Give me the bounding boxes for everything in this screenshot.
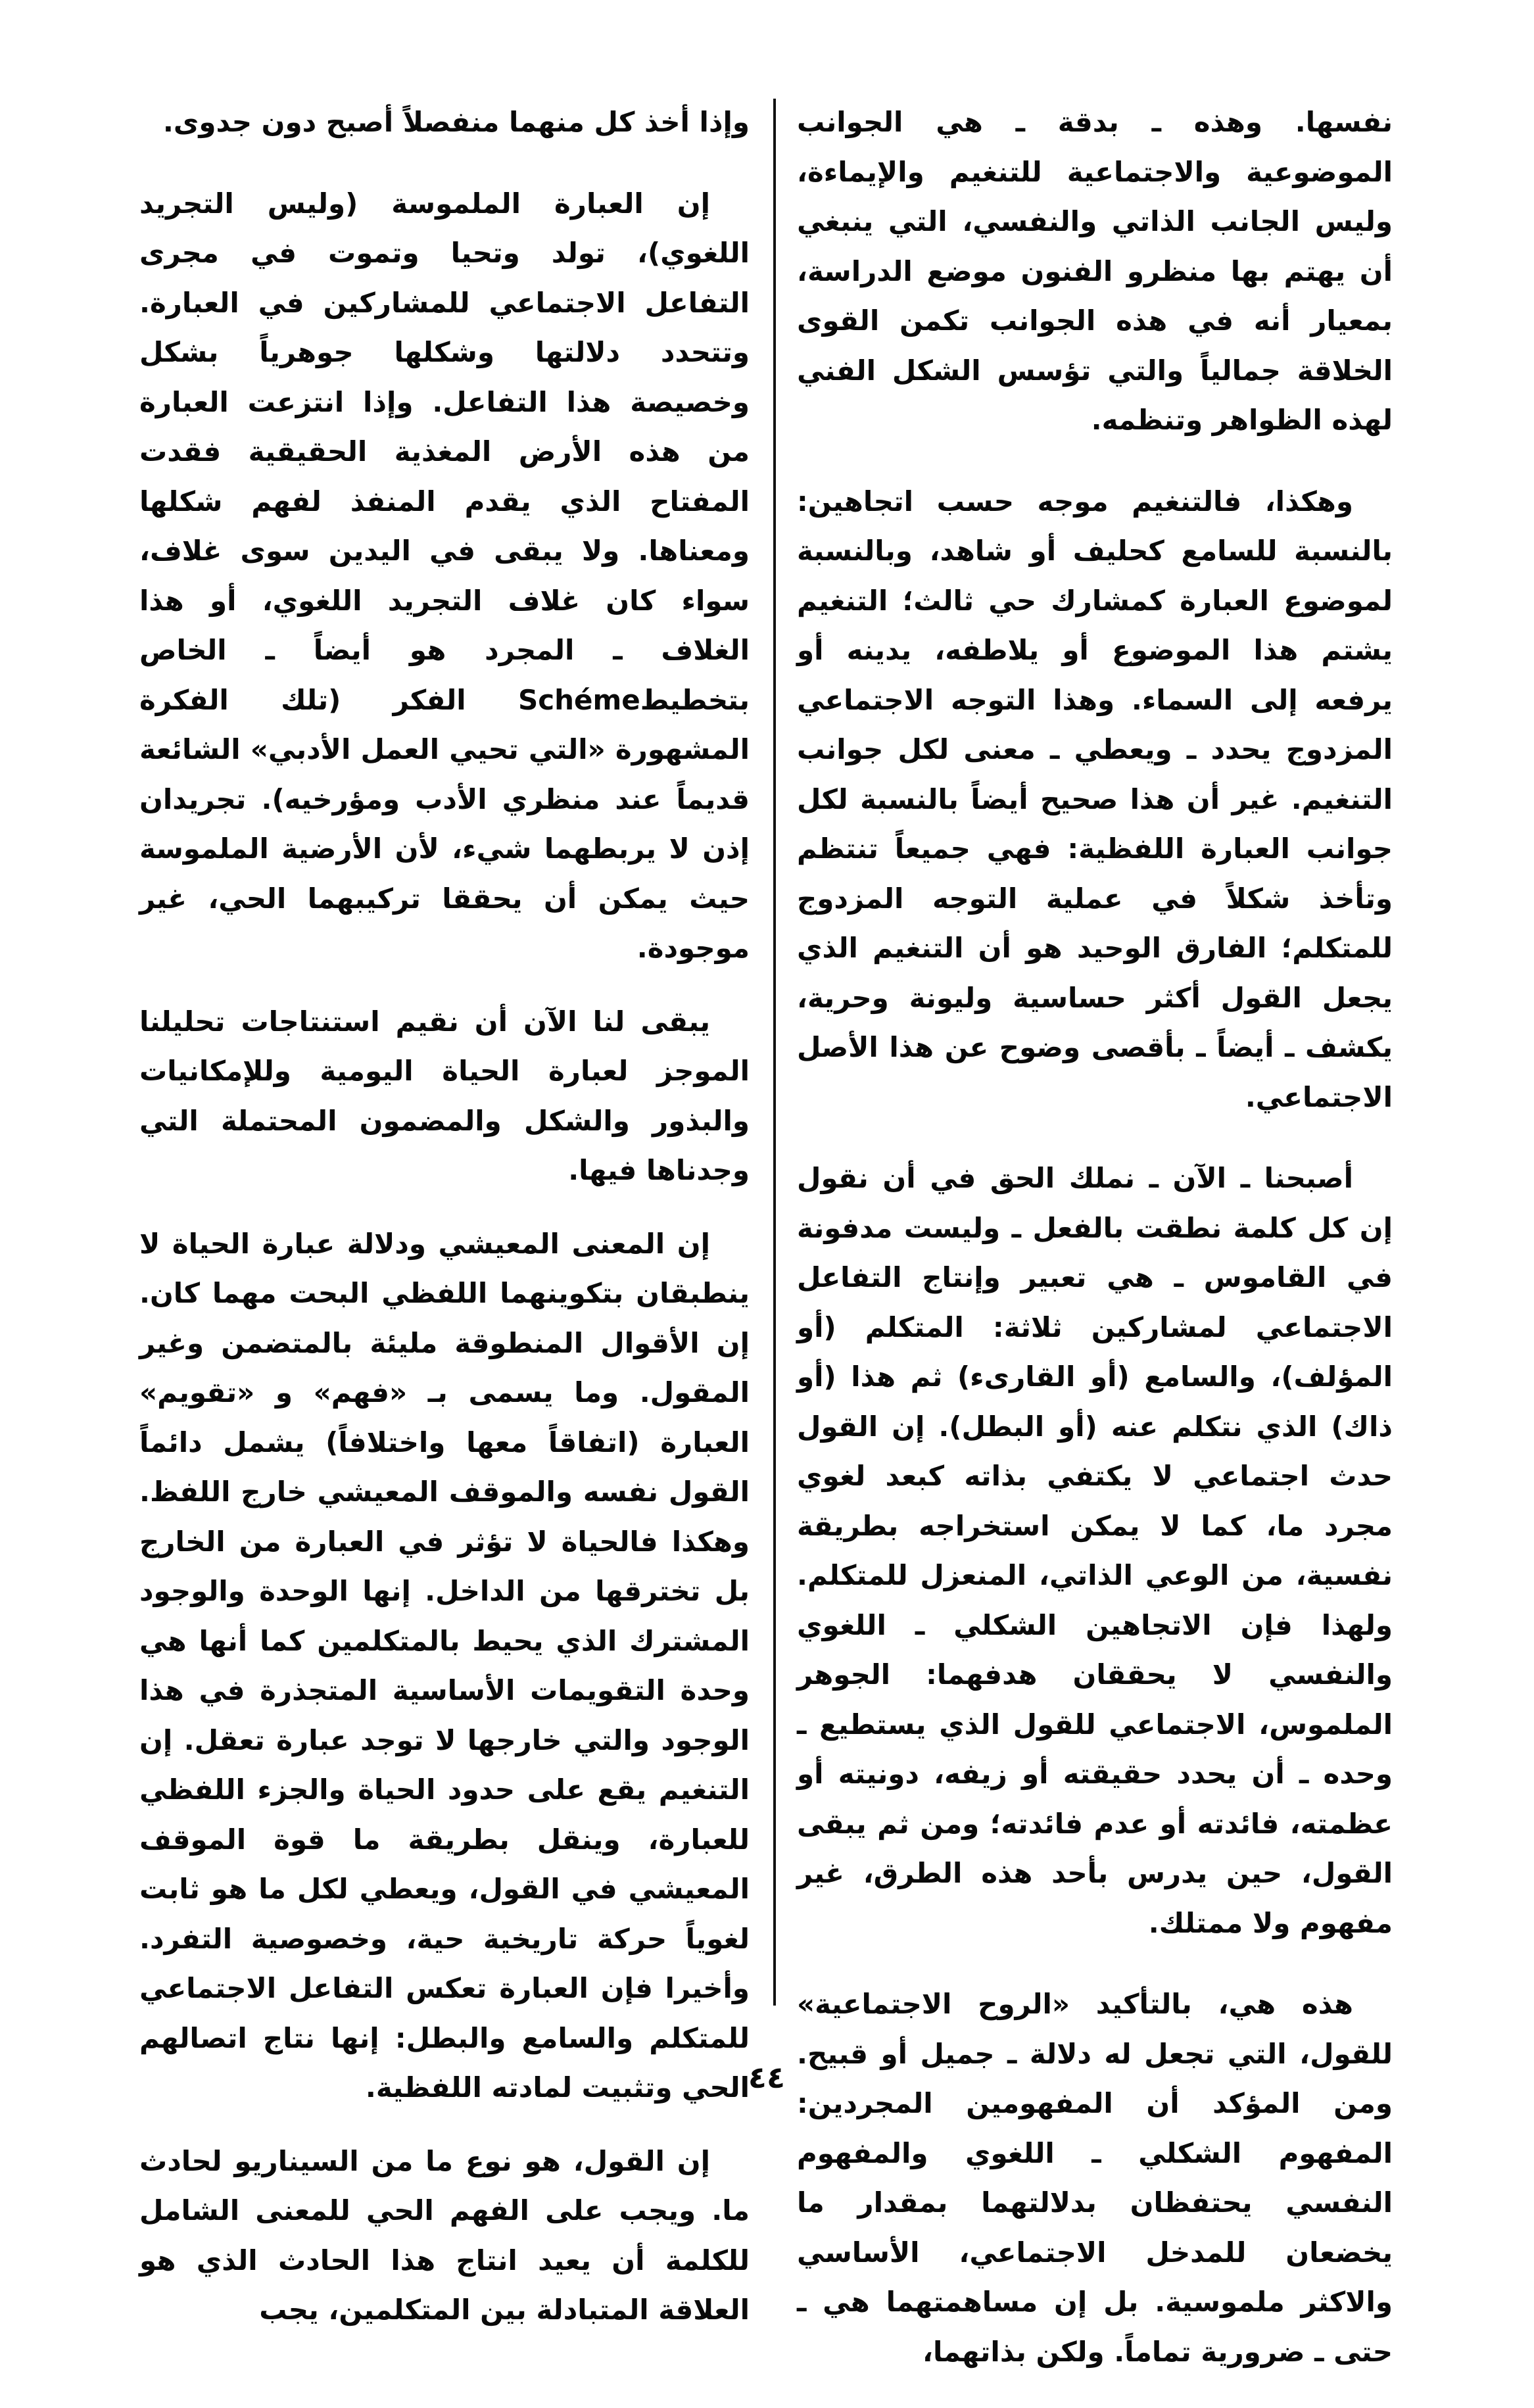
paragraph: هذه هي، بالتأكيد «الروح الاجتماعية» للقول، التي تجعل له دلالة ـ جميل أو قبيح. ومن المؤكد أن المفهومين المجردين: المفهوم الشكلي ـ اللغوي والمفهوم النفسي يحتفظان بدلالتهما بمقدار ما يخضعان للمدخل الاجتماعي، الأساسي والاكثر ملموسية. بل إن مساهمتهما هي ـ حتى ـ ضرورية تماماً. ولكن بذاتهما، bbox=[797, 1988, 1393, 2368]
column-divider bbox=[773, 99, 776, 2006]
paragraph: إن العبارة الملموسة (وليس التجريد اللغوي)، تولد وتحيا وتموت في مجرى التفاعل الاجتماعي للمشاركين في العبارة. وتتحدد دلالتها وشكلها جوهرياً بشكل وخصيصة هذا التفاعل. وإذا انتزعت العبارة من هذه الأرض المغذية الحقيقية فقدت المفتاح الذي يقدم المنفذ لفهم شكلها ومعناها. ولا يبقى في اليدين سوى غلاف، سواء كان غلاف التجريد اللغوي، أو هذا الغلاف ـ المجرد هو أيضاً ـ الخاص بتخطيطSchéme الفكر (تلك الفكرة المشهورة «التي تحيي العمل الأدبي» الشائعة قديماً عند منظري الأدب ومؤرخيه). تجريدان إذن لا يربطهما شيء، لأن الأرضية الملموسة حيث يمكن أن يحققا تركيبهما الحي، غير موجودة. bbox=[139, 187, 750, 964]
paragraph: وهكذا، فالتنغيم موجه حسب اتجاهين: بالنسبة للسامع كحليف أو شاهد، وبالنسبة لموضوع العبارة كمشارك حي ثالث؛ التنغيم يشتم هذا الموضوع أو يلاطفه، يدينه أو يرفعه إلى السماء. وهذا التوجه الاجتماعي المزدوج يحدد ـ ويعطي ـ معنى لكل جوانب التنغيم. غير أن هذا صحيح أيضاً بالنسبة لكل جوانب العبارة اللفظية: فهي جميعاً تنتظم وتأخذ شكلاً في عملية التوجه المزدوج للمتكلم؛ الفارق الوحيد هو أن التنغيم الذي يجعل القول أكثر حساسية وليونة وحرية، يكشف ـ أيضاً ـ بأقصى وضوح عن هذا الأصل الاجتماعي. bbox=[797, 485, 1393, 1113]
right-text-column bbox=[797, 97, 1393, 2408]
paragraph: إن المعنى المعيشي ودلالة عبارة الحياة لا ينطبقان بتكوينهما اللفظي البحت مهما كان. إن الأقوال المنطوقة مليئة بالمتضمن وغير المقول. وما يسمى بـ «فهم» و «تقويم» العبارة (اتفاقاً معها واختلافاً) يشمل دائماً القول نفسه والموقف المعيشي خارج اللفظ. وهكذا فالحياة لا تؤثر في العبارة من الخارج بل تخترقها من الداخل. إنها الوحدة والوجود المشترك الذي يحيط بالمتكلمين كما أنها هي وحدة التقويمات الأساسية المتجذرة في هذا الوجود والتي خارجها لا توجد عبارة تعقل. إن التنغيم يقع على حدود الحياة والجزء اللفظي للعبارة، وينقل بطريقة ما قوة الموقف المعيشي في القول، ويعطي لكل ما هو ثابت لغوياً حركة تاريخية حية، وخصوصية التفرد. وأخيرا فإن العبارة تعكس التفاعل الاجتماعي للمتكلم والسامع والبطل: إنها نتاج اتصالهم الحي وتثبيت لمادته اللفظية. bbox=[139, 1227, 750, 2104]
page-number: ٤٤ bbox=[748, 2059, 786, 2095]
paragraph: وإذا أخذ كل منهما منفصلاً أصبح دون جدوى. bbox=[162, 106, 750, 138]
paragraph: أصبحنا ـ الآن ـ نملك الحق في أن نقول إن كل كلمة نطقت بالفعل ـ وليست مدفونة في القاموس ـ هي تعبير وإنتاج التفاعل الاجتماعي لمشاركين ثلاثة: المتكلم (أو المؤلف)، والسامع (أو القارىء) ثم هذا (أو ذاك) الذي نتكلم عنه (أو البطل). إن القول حدث اجتماعي لا يكتفي بذاته كبعد لغوي مجرد ما، كما لا يمكن استخراجه بطريقة نفسية، من الوعي الذاتي، المنعزل للمتكلم. ولهذا فإن الاتجاهين الشكلي ـ اللغوي والنفسي لا يحققان هدفهما: الجوهر الملموس، الاجتماعي للقول الذي يستطيع ـ وحده ـ أن يحدد حقيقته أو زيفه، دونيته أو عظمته، فائدته أو عدم فائدته؛ ومن ثم يبقى القول، حين يدرس بأحد هذه الطرق، غير مفهوم ولا ممتلك. bbox=[797, 1162, 1393, 1939]
paragraph: إن القول، هو نوع ما من السيناريو لحادث ما. ويجب على الفهم الحي للمعنى الشامل للكلمة أن يعيد انتاج هذا الحادث الذي هو العلاقة المتبادلة بين المتكلمين، يجب bbox=[139, 2144, 750, 2326]
left-text-column bbox=[139, 97, 750, 2359]
paragraph: يبقى لنا الآن أن نقيم استنتاجات تحليلنا الموجز لعبارة الحياة اليومية وللإمكانيات والبذور والشكل والمضمون المحتملة التي وجدناها فيها. bbox=[139, 1005, 750, 1186]
paragraph: نفسها. وهذه ـ بدقة ـ هي الجوانب الموضوعية والاجتماعية للتنغيم والإيماءة، وليس الجانب الذاتي والنفسي، التي ينبغي أن يهتم بها منظرو الفنون موضع الدراسة، بمعيار أنه في هذه الجوانب تكمن القوى الخلاقة جمالياً والتي تؤسس الشكل الفني لهذه الظواهر وتنظمه. bbox=[797, 106, 1393, 436]
